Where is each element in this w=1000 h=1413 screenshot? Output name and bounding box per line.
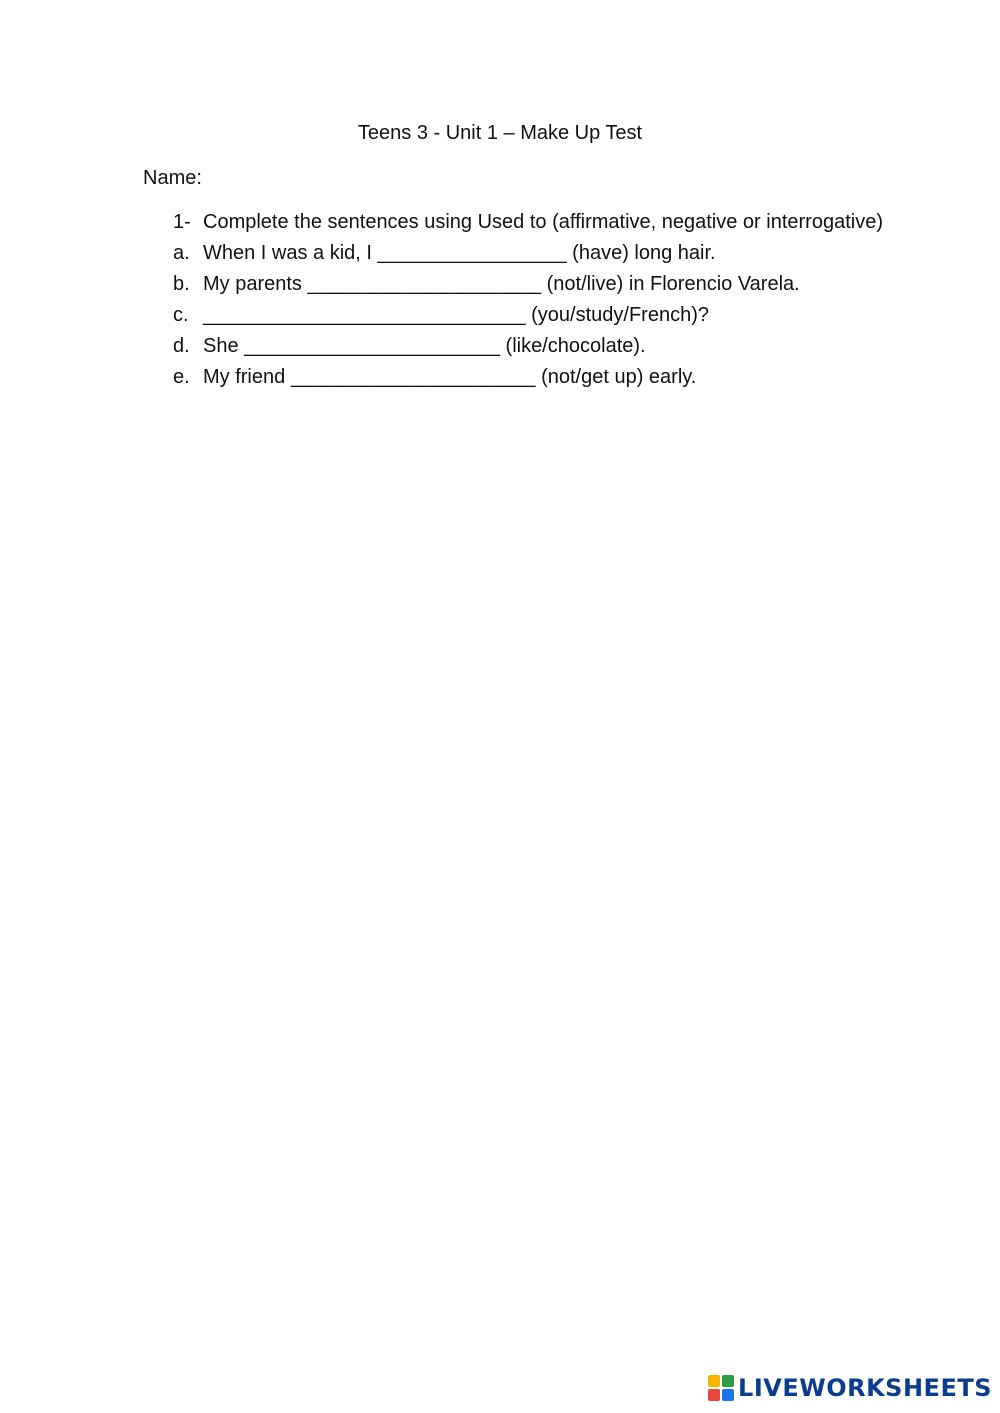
answer-blank[interactable]: _____________________________ bbox=[203, 304, 526, 326]
sentence-text bbox=[203, 238, 893, 269]
answer-blank[interactable]: _______________________ bbox=[244, 335, 500, 357]
item-letter: e. bbox=[173, 366, 190, 388]
exercise-number: 1- bbox=[173, 211, 191, 233]
logo-square bbox=[708, 1375, 720, 1387]
sentence-item-a bbox=[173, 238, 893, 269]
sentence-item-e bbox=[173, 362, 893, 393]
sentence-before: My parents bbox=[203, 273, 308, 295]
sentence-after: (you/study/French)? bbox=[525, 304, 709, 326]
sentence-before: My friend bbox=[203, 366, 291, 388]
sentence-text bbox=[203, 269, 893, 300]
exercise-1 bbox=[173, 207, 893, 393]
exercise-instruction-row bbox=[173, 207, 893, 238]
sentence-item-b bbox=[173, 269, 893, 300]
item-letter: d. bbox=[173, 335, 190, 357]
item-letter: b. bbox=[173, 273, 190, 295]
brand-logo-text: LIVEWORKSHEETS bbox=[738, 1374, 992, 1402]
item-letter: a. bbox=[173, 242, 190, 264]
liveworksheets-brand bbox=[708, 1373, 992, 1403]
logo-square bbox=[708, 1389, 720, 1401]
answer-blank[interactable]: ______________________ bbox=[290, 366, 536, 388]
answer-blank[interactable]: _____________________ bbox=[307, 273, 542, 295]
sentence-after: (not/live) in Florencio Varela. bbox=[541, 273, 800, 295]
sentence-text bbox=[203, 300, 893, 331]
sentence-text bbox=[203, 362, 893, 393]
sentence-item-d bbox=[173, 331, 893, 362]
answer-blank[interactable]: _________________ bbox=[377, 242, 567, 264]
sentence-after: (like/chocolate). bbox=[500, 335, 646, 357]
logo-square bbox=[722, 1389, 734, 1401]
sentence-text bbox=[203, 331, 893, 362]
worksheet-title: Teens 3 - Unit 1 – Make Up Test bbox=[357, 122, 643, 144]
item-letter: c. bbox=[173, 304, 189, 326]
liveworksheets-logo-icon bbox=[708, 1375, 734, 1401]
sentence-after: (have) long hair. bbox=[566, 242, 716, 264]
exercise-instruction: Complete the sentences using Used to (affirmative, negative or interrogative) bbox=[203, 211, 883, 233]
sentence-after: (not/get up) early. bbox=[535, 366, 697, 388]
name-label: Name: bbox=[143, 167, 202, 189]
sentence-item-c bbox=[173, 300, 893, 331]
logo-square bbox=[722, 1375, 734, 1387]
sentence-before: When I was a kid, I bbox=[203, 242, 378, 264]
sentence-before: She bbox=[203, 335, 245, 357]
